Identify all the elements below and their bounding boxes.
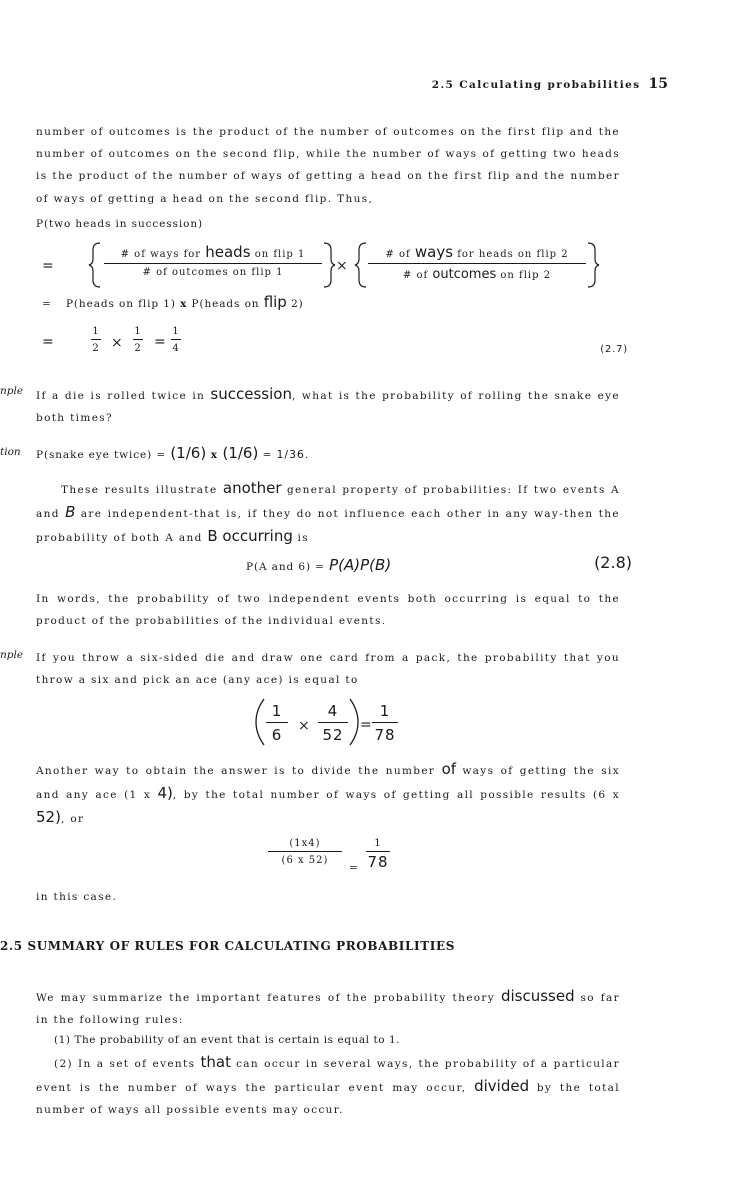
example-1-q-big: succession [210, 385, 292, 403]
ways-result [366, 838, 390, 871]
para4-t3-big: 52) [36, 808, 61, 827]
rule2-t3: by the total number of ways all possible events may occur. [36, 1082, 620, 1117]
solution-1-op: x [206, 449, 223, 461]
line3-fraction-3-den: 4 [172, 343, 180, 354]
ways-result-den: 78 [367, 853, 389, 871]
left-paren-card [254, 698, 266, 746]
fraction-1-num-pre: # of ways for [120, 249, 206, 260]
example-2-text: If you throw a six-sided die and draw one card from a pack, the probability that you throw a six and pick an ace (any ace) is equal to [36, 652, 620, 687]
ways-fraction-num: (1x4) [289, 838, 321, 849]
para2-t1-big: another [222, 479, 282, 497]
solution-1-line [36, 444, 309, 462]
derivation-equals-1: = [42, 258, 54, 274]
para4-t2-big: 4) [157, 784, 173, 803]
left-brace-2 [354, 242, 368, 288]
equation-2-8 [246, 556, 391, 574]
fraction-1 [104, 243, 322, 278]
paragraph-6 [36, 985, 620, 1031]
line3-equals-2: = [154, 334, 166, 350]
paragraph-1: number of outcomes is the product of the number of outcomes on the first flip and the number of outcomes on the second flip, while the number of ways of getting two heads is the product of the number of ways of getting a head on the first flip and the number of ways of getting a head on the second flip. Thus, [36, 126, 620, 205]
rule2-t2-big: divided [474, 1077, 530, 1096]
line3-times: × [111, 335, 123, 351]
example-label-2: nple [0, 649, 24, 661]
right-brace-1 [322, 242, 336, 288]
line3-fraction-3 [166, 326, 186, 354]
right-brace-2 [586, 242, 600, 288]
card-fraction-1 [266, 702, 288, 744]
fraction-1-denominator: # of outcomes on flip 1 [142, 267, 284, 278]
card-fraction-2 [318, 702, 348, 744]
para2-t2-big: B [65, 503, 76, 522]
para6-t2: so far in the following rules: [36, 992, 620, 1027]
fraction-2 [368, 243, 586, 282]
solution-label-1: tion [0, 446, 21, 458]
rule-2 [36, 1051, 620, 1122]
para4-t1-big: of [441, 760, 457, 778]
card-times: × [298, 718, 310, 734]
rule-1: (1) The probability of an event that is certain is equal to 1. [54, 1034, 401, 1046]
line2-part-a: P(heads on flip 1) [65, 298, 181, 310]
paragraph-2 [36, 477, 620, 550]
equation-2-8-lhs: P(A and 6) = [246, 561, 330, 573]
line3-equals: = [42, 334, 54, 350]
equation-2-8-rhs: P(A)P(B) [329, 556, 392, 574]
para4-t1: Another way to obtain the answer is to divide the number [36, 765, 442, 777]
card-fraction-3 [372, 702, 398, 744]
line2-flip: flip [263, 293, 287, 311]
para4-t3: , by the total number of ways of getting all possible results (6 x [172, 789, 621, 802]
ways-result-num: 1 [374, 838, 382, 849]
derivation-line-2 [42, 293, 304, 311]
ways-equals: = [349, 862, 359, 874]
solution-1-fraction-2: (1/6) [222, 444, 259, 462]
fraction-1-num-post: on flip 1 [250, 249, 306, 260]
solution-1-end: . [304, 449, 310, 461]
para4-t2: ways of getting the six and any ace (1 x [36, 765, 620, 802]
ways-fraction-den: (6 x 52) [281, 855, 329, 866]
line3-fraction-1-den: 2 [92, 343, 100, 354]
para2-t4: is [292, 532, 309, 545]
para2-t1: These results illustrate [61, 484, 223, 496]
paragraph-5: in this case. [36, 891, 118, 903]
derivation-lhs: P(two heads in succession) [36, 218, 204, 230]
card-fraction-2-num: 4 [327, 702, 339, 720]
line3-fraction-2 [128, 326, 148, 354]
solution-1-result: 1/36 [276, 448, 305, 461]
right-paren-card [348, 698, 360, 746]
card-fraction-1-num: 1 [271, 702, 283, 720]
example-1-q-post: , what is the probability of rolling the snake eye both times? [36, 390, 620, 425]
solution-1-pre: P(snake eye twice) = [36, 449, 171, 461]
section-heading: 2.5 SUMMARY OF RULES FOR CALCULATING PROBABILITIES [0, 939, 455, 953]
fraction-2-num-pre: # of [385, 249, 415, 260]
fraction-2-num-post: for heads on flip 2 [453, 249, 569, 260]
ways-fraction [268, 838, 342, 866]
line3-fraction-1 [86, 326, 106, 354]
line3-fraction-1-num: 1 [92, 326, 100, 337]
example-1-q-pre: If a die is rolled twice in [36, 390, 211, 402]
fraction-2-den-pre: # of [402, 270, 433, 281]
rule2-t2: can occur in several ways, the probability of a particular event is the number of ways the particular event may occur, [36, 1058, 620, 1095]
example-1-question [36, 383, 620, 429]
fraction-2-den-post: on flip 2 [496, 270, 552, 281]
fraction-2-num-big: ways [414, 243, 454, 261]
line2-times: x [180, 298, 188, 310]
equation-number-2-8: (2.8) [594, 553, 632, 572]
para2-t3-big: B occurring [207, 527, 293, 546]
para4-t4: , or [60, 813, 85, 826]
paragraph-4 [36, 758, 620, 831]
paragraph-3: In words, the probability of two independent events both occurring is equal to the product of the probabilities of the individual events. [36, 593, 620, 628]
card-fraction-2-den: 52 [322, 726, 344, 744]
page-number: 15 [648, 76, 668, 92]
line2-part-c: 2) [286, 298, 304, 310]
line3-fraction-2-num: 1 [134, 326, 142, 337]
para2-t2: general property of probabilities: If two events A and [36, 484, 620, 521]
solution-1-fraction-1: (1/6) [170, 444, 207, 462]
running-head [432, 76, 668, 92]
line3-fraction-3-num: 1 [172, 326, 180, 337]
line2-equals: = [42, 298, 52, 310]
card-fraction-3-den: 78 [374, 726, 396, 744]
rule2-t1: (2) In a set of events [54, 1058, 201, 1070]
left-brace-1 [88, 242, 102, 288]
para6-t1-big: discussed [500, 987, 575, 1005]
para6-t1: We may summarize the important features of the probability theory [36, 992, 501, 1004]
line2-part-b: P(heads on [187, 298, 264, 310]
para2-t3: are independent-that is, if they do not influence each other in any way-then the probability of both A and [36, 508, 620, 545]
derivation-times-1: × [336, 258, 348, 274]
fraction-2-den-big: outcomes [432, 267, 497, 282]
rule2-t1-big: that [200, 1053, 231, 1071]
line3-fraction-2-den: 2 [134, 343, 142, 354]
card-fraction-3-num: 1 [379, 702, 391, 720]
example-label-1: nple [0, 385, 24, 397]
card-fraction-1-den: 6 [271, 726, 283, 744]
running-head-section: 2.5 Calculating probabilities [431, 79, 641, 91]
equation-number-2-7: (2.7) [600, 344, 628, 355]
fraction-1-num-big: heads [205, 243, 251, 261]
solution-1-eq: = [258, 449, 277, 461]
card-equals: = [360, 717, 372, 733]
